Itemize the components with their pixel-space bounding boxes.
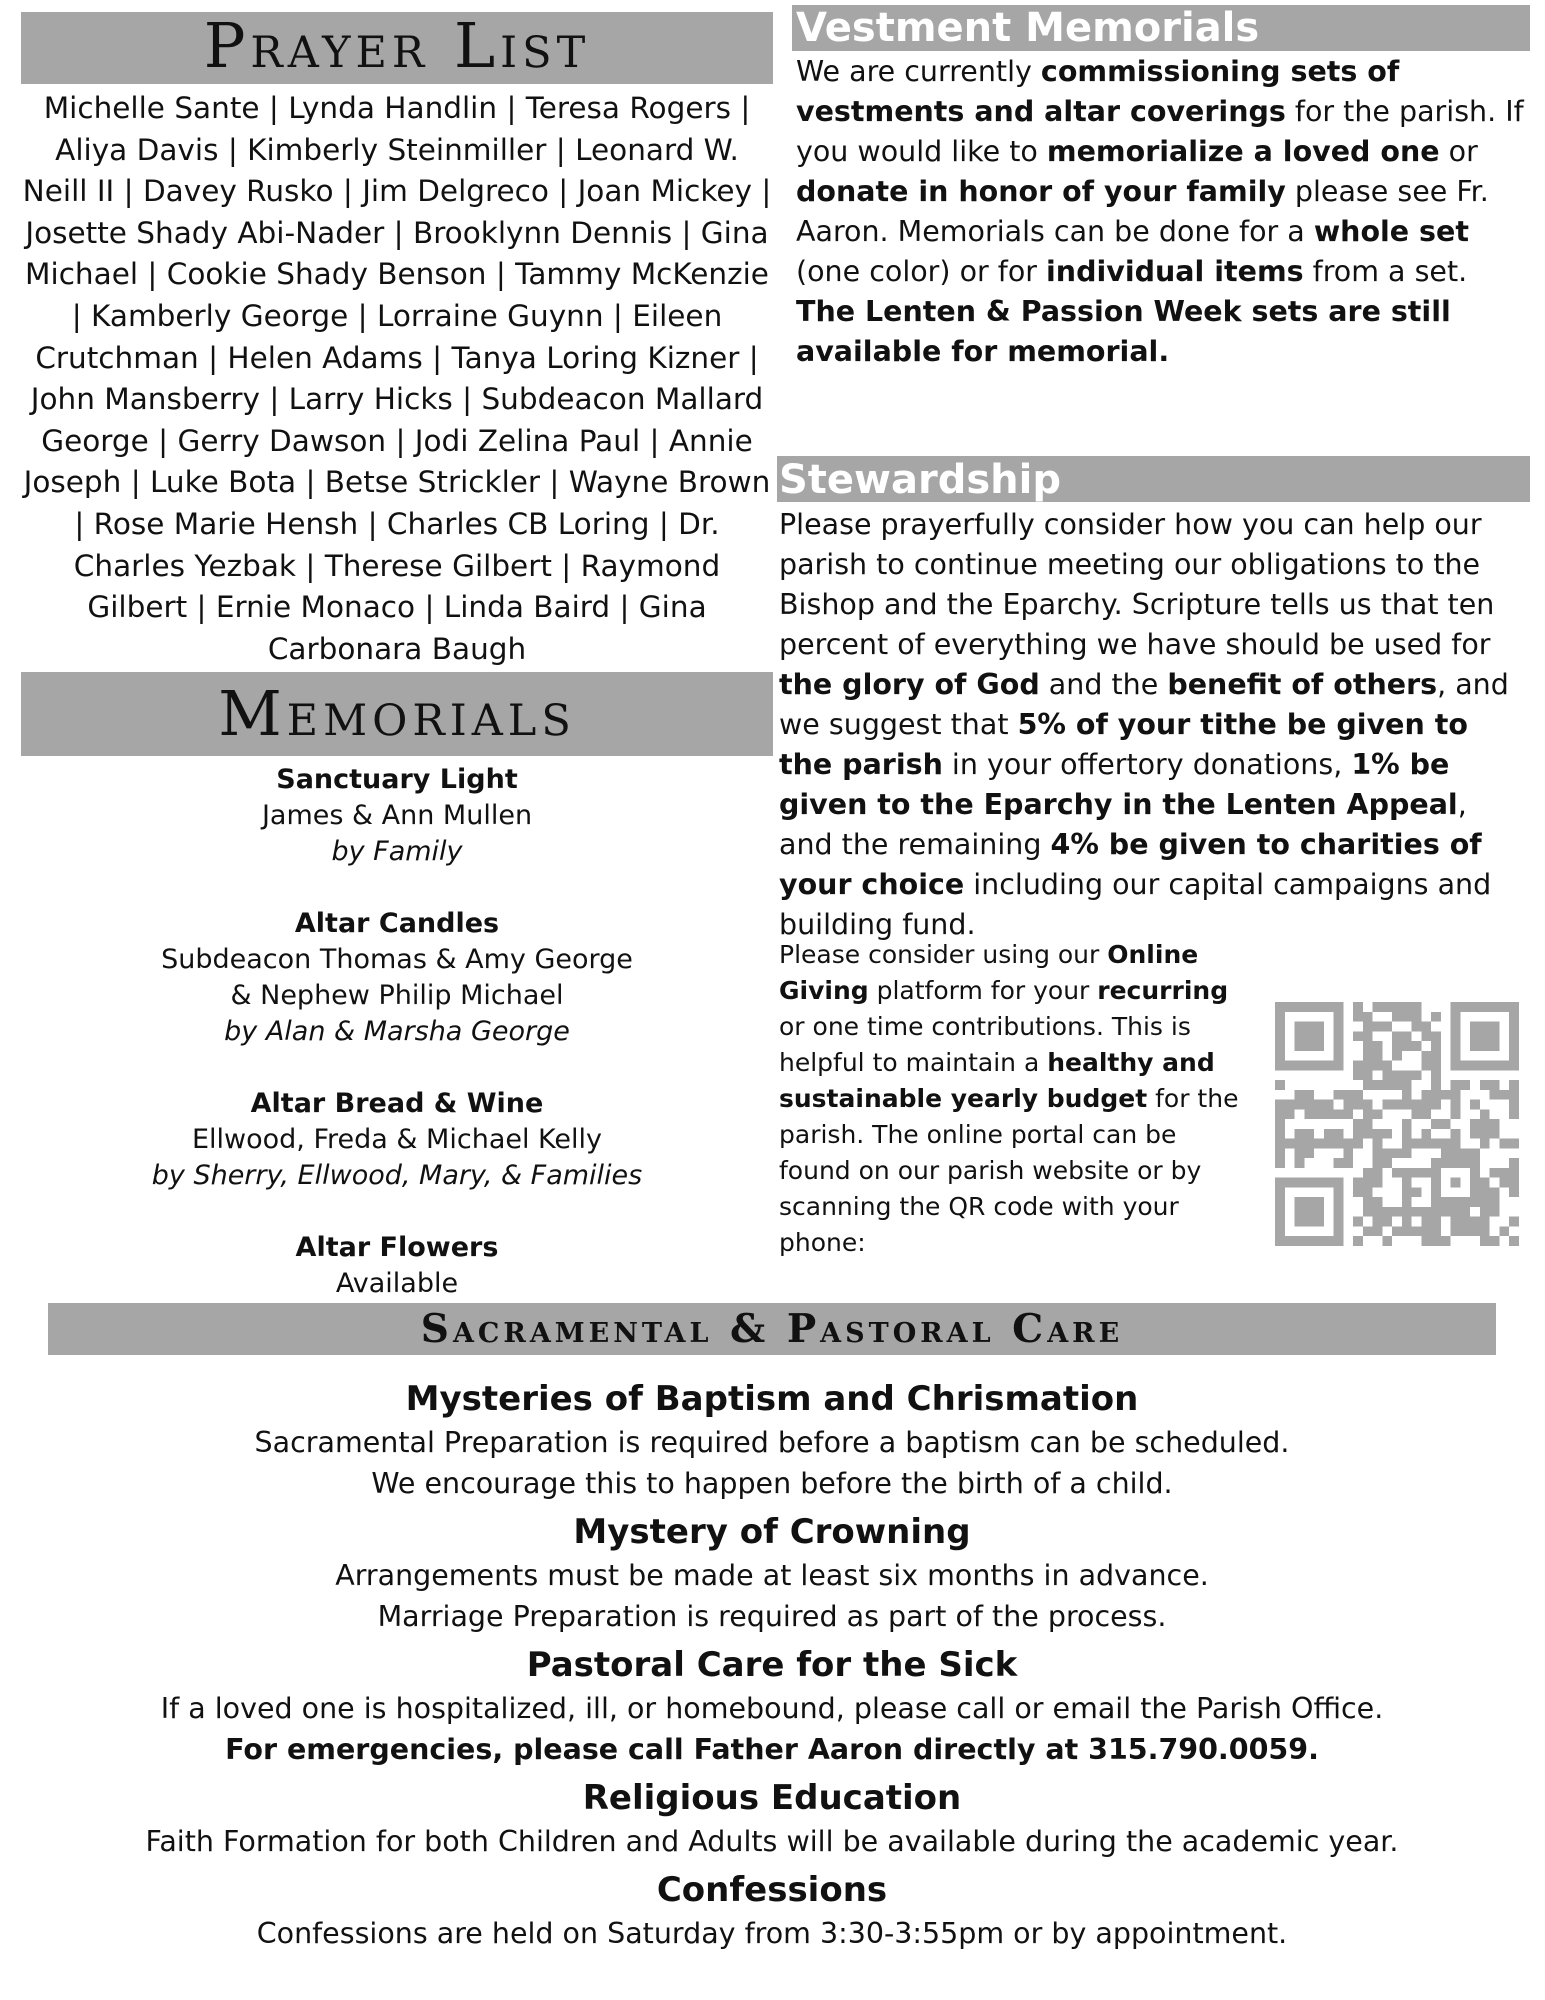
vestment-title: Vestment Memorials <box>796 5 1260 51</box>
sacramental-section <box>48 1775 1496 1862</box>
memorial-by: by Alan & Marsha George <box>224 1016 570 1047</box>
memorial-item <box>21 762 773 870</box>
section-line: Arrangements must be made at least six months in advance. <box>335 1559 1209 1592</box>
section-line: Marriage Preparation is required as part of the process. <box>377 1600 1167 1633</box>
section-heading: Confessions <box>656 1870 888 1910</box>
prayer-list-names: Michelle Sante | Lynda Handlin | Teresa Rogers | Aliya Davis | Kimberly Steinmiller | Leonard W. Neill II | Davey Rusko | Jim Delgreco | Joan Mickey | Josette Shady Abi-Nader | Brooklynn Dennis | Gina Michael | Cookie Shady Benson | Tammy McKenzie | Kamberly George | Lorraine Guynn | Eileen Crutchman | Helen Adams | Tanya Loring Kizner | John Mansberry | Larry Hicks | Subdeacon Mallard George | Gerry Dawson | Jodi Zelina Paul | Annie Joseph | Luke Bota | Betse Strickler | Wayne Brown | Rose Marie Hensh | Charles CB Loring | Dr. Charles Yezbak | Therese Gilbert | Raymond Gilbert | Ernie Monaco | Linda Baird | Gina Carbonara Baugh <box>22 91 772 666</box>
online-giving-paragraph: Please consider using our Online Giving platform for your recurring or one time contributions. This is helpful to maintain a healthy and sustainable yearly budget for the parish. The online portal can be found on our parish website or by scanning the QR code with your phone: <box>779 940 1239 1257</box>
emergency-contact-line: For emergencies, please call Father Aaron directly at 315.790.0059. <box>225 1733 1319 1766</box>
section-line: Faith Formation for both Children and Adults will be available during the academic year. <box>145 1825 1399 1858</box>
memorial-line: James & Ann Mullen <box>261 800 533 831</box>
sacramental-section <box>48 1867 1496 1954</box>
stewardship-title: Stewardship <box>779 457 1061 503</box>
vestment-paragraph: We are currently commissioning sets of vestments and altar coverings for the parish. If you would like to memorialize a loved one or donate in honor of your family please see Fr. Aaron. Memorials can be done for a whole set (one color) or for individual items from a set. The Lenten & Passion Week sets are still available for memorial. <box>796 55 1524 368</box>
memorial-line: & Nephew Philip Michael <box>230 980 564 1011</box>
memorial-item <box>21 1230 773 1302</box>
memorial-line: Available <box>335 1268 459 1299</box>
section-line: Sacramental Preparation is required before a baptism can be scheduled. <box>254 1426 1290 1459</box>
sacramental-section <box>48 1642 1496 1770</box>
memorial-item <box>21 1086 773 1194</box>
memorial-heading: Altar Flowers <box>295 1232 499 1263</box>
sacramental-sections <box>48 1376 1496 1959</box>
memorial-heading: Altar Candles <box>294 908 500 939</box>
section-heading: Religious Education <box>582 1778 962 1818</box>
memorial-by: by Sherry, Ellwood, Mary, & Families <box>151 1160 643 1191</box>
memorials-title: Memorials <box>218 677 576 750</box>
sacramental-section <box>48 1376 1496 1504</box>
prayer-list-title: Prayer List <box>203 9 591 82</box>
stewardship-paragraph: Please prayerfully consider how you can help our parish to continue meeting our obligations to the Bishop and the Eparchy. Scripture tells us that ten percent of everything we have should be used for the glory of God and the benefit of others, and we suggest that 5% of your tithe be given to the parish in your offertory donations, 1% be given to the Eparchy in the Lenten Appeal, and the remaining 4% be given to charities of your choice including our capital campaigns and building fund. <box>779 508 1509 941</box>
sacramental-section <box>48 1509 1496 1637</box>
qr-code-icon[interactable] <box>1275 1002 1519 1246</box>
memorial-by: by Family <box>331 836 463 867</box>
memorial-line: Subdeacon Thomas & Amy George <box>161 944 633 975</box>
sacramental-title: Sacramental & Pastoral Care <box>420 1306 1124 1352</box>
section-line: We encourage this to happen before the birth of a child. <box>371 1467 1173 1500</box>
memorial-item <box>21 906 773 1050</box>
section-heading: Mystery of Crowning <box>573 1512 971 1552</box>
memorial-line: Ellwood, Freda & Michael Kelly <box>191 1124 603 1155</box>
memorials-list <box>21 762 773 1338</box>
section-heading: Mysteries of Baptism and Chrismation <box>405 1379 1139 1419</box>
section-heading: Pastoral Care for the Sick <box>526 1645 1018 1685</box>
section-line: If a loved one is hospitalized, ill, or homebound, please call or email the Parish Office. <box>160 1692 1384 1725</box>
memorial-heading: Sanctuary Light <box>276 764 518 795</box>
memorial-heading: Altar Bread & Wine <box>250 1088 544 1119</box>
section-line: Confessions are held on Saturday from 3:30-3:55pm or by appointment. <box>256 1917 1288 1950</box>
